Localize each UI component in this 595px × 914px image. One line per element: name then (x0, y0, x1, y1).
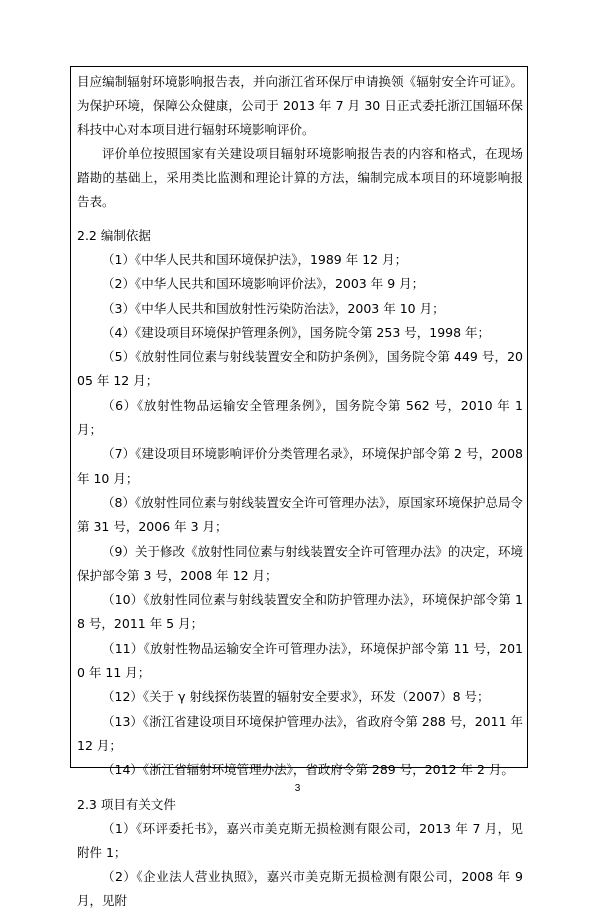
reference-item: （10）《放射性同位素与射线装置安全和防护管理办法》，环境保护部令第 18 号，2011 年 5 月； (77, 592, 523, 632)
intro-paragraph-2: 评价单位按照国家有关建设项目辐射环境影响报告表的内容和格式，在现场踏勘的基础上，采用类比监测和理论计算的方法，编制完成本项目的环境影响报告表。 (77, 146, 523, 209)
reference-item: （8）《放射性同位素与射线装置安全许可管理办法》，原国家环境保护总局令第 31 号，2006 年 3 月； (77, 494, 523, 535)
section-2-3-list (77, 817, 523, 914)
reference-item: （4）《建设项目环境保护管理条例》，国务院令第 253 号，1998 年； (102, 324, 491, 340)
reference-item: （9）关于修改《放射性同位素与射线装置安全许可管理办法》的决定，环境保护部令第 3 号，2008 年 12 月； (77, 543, 523, 583)
reference-item: （12）《关于 γ 射线探伤装置的辐射安全要求》，环发（2007）8 号； (102, 689, 490, 705)
reference-item: （2）《中华人民共和国环境影响评价法》，2003 年 9 月； (102, 276, 425, 292)
section-2-2-list (77, 248, 523, 783)
document-item: （1）《环评委托书》，嘉兴市美克斯无损检测有限公司，2013 年 7 月，见附件 1； (77, 820, 523, 860)
reference-item: （13）《浙江省建设项目环境保护管理办法》，省政府令第 288 号，2011 年 12 月； (77, 713, 523, 753)
reference-item: （14）《浙江省辐射环境管理办法》，省政府令第 289 号，2012 年 2 月。 (102, 762, 514, 778)
reference-item: （1）《中华人民共和国环境保护法》，1989 年 12 月； (102, 252, 408, 267)
reference-item: （7）《建设项目环境影响评价分类管理名录》，环境保护部令第 2 号，2008 年 10 月； (77, 446, 523, 486)
reference-item: （3）《中华人民共和国放射性污染防治法》，2003 年 10 月； (102, 300, 445, 316)
section-2-3-heading: 2.3 项目有关文件 (77, 796, 176, 812)
reference-item: （6）《放射性物品运输安全管理条例》，国务院令第 562 号，2010 年 1 月； (77, 397, 523, 438)
section-2-2-heading: 2.2 编制依据 (77, 228, 151, 243)
reference-item: （11）《放射性物品运输安全许可管理办法》，环境保护部令第 11 号，2010 年 11 月； (77, 640, 523, 681)
intro-paragraph-1: 目应编制辐射环境影响报告表，并向浙江省环保厅申请换领《辐射安全许可证》。为保护环境，保障公众健康，公司于 2013 年 7 月 30 日正式委托浙江国辐环保科技中心对本项目进行辐射环境影响评价。 (77, 74, 523, 137)
reference-item: （5）《放射性同位素与射线装置安全和防护条例》，国务院令第 449 号，2005 年 12 月； (77, 349, 523, 389)
document-item: （2）《企业法人营业执照》，嘉兴市美克斯无损检测有限公司，2008 年 9 月，见附 (77, 869, 523, 909)
page-number: 3 (294, 783, 301, 794)
